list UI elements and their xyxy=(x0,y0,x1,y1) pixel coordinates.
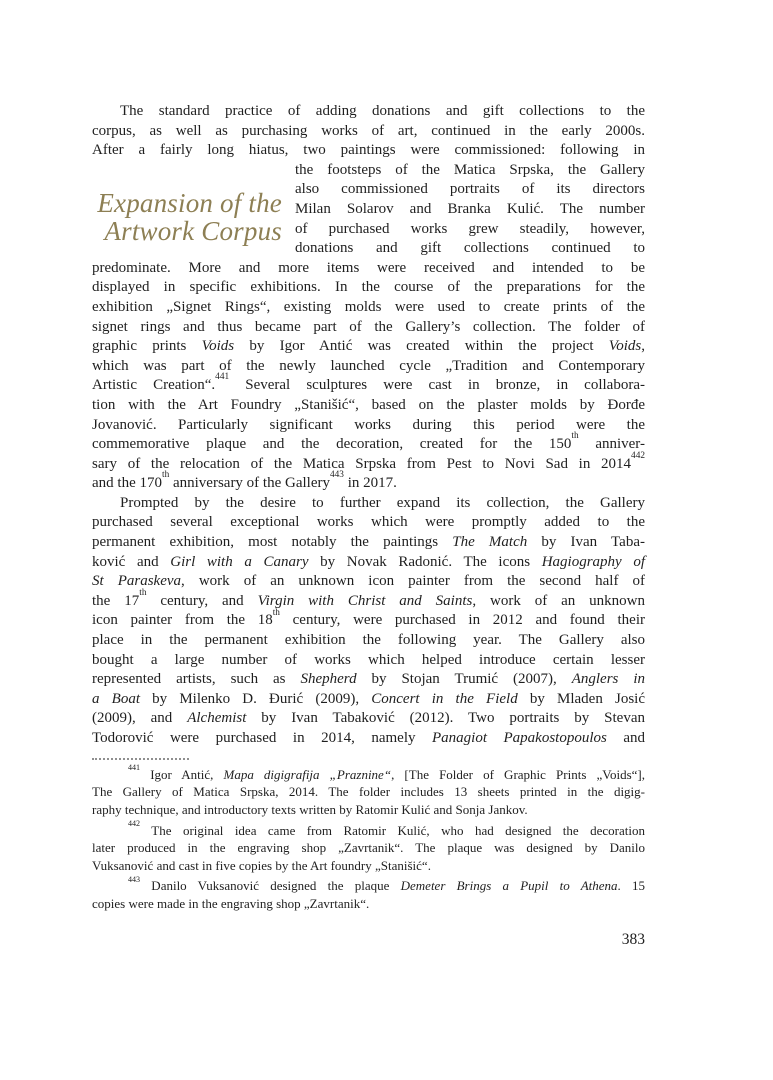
body-line: also commissioned portraits of its directors xyxy=(295,181,645,198)
body-line: Milan Solarov and Branka Kulić. The number xyxy=(295,200,645,217)
body-line: predominate. More and more items were received and intended to be xyxy=(92,259,645,276)
body-line: After a fairly long hiatus, two paintings were commissioned: following in xyxy=(92,142,645,159)
body-line: Prompted by the desire to further expand its collection, the Gallery xyxy=(120,494,645,511)
body-line: the 17th century, and Virgin with Christ and Saints, work of an unknown xyxy=(92,587,646,609)
body-line: a Boat by Milenko D. Đurić (2009), Concert in the Field by Mladen Josić xyxy=(92,690,645,707)
footnote-line: later produced in the engraving shop „Zavrtanik“. The plaque was designed by Danilo xyxy=(92,840,645,856)
body-line: (2009), and Alchemist by Ivan Tabaković (2012). Two portraits by Stevan xyxy=(92,710,645,727)
body-line: purchased several exceptional works which were promptly added to the xyxy=(92,514,645,531)
superscript-marker: 441 xyxy=(215,372,230,383)
italic-title: Mapa digigrafija „Praznine“ xyxy=(223,767,392,782)
italic-title: Girl with a Canary xyxy=(170,553,309,570)
italic-title: Virgin with Christ and Saints xyxy=(257,592,473,609)
footnote-line: $^{442}$ The original idea came from Ratomir Kulić, who had designed the decoration xyxy=(128,819,645,838)
footnote-separator-rule xyxy=(92,758,189,760)
body-line: corpus, as well as purchasing works of art, continued in the early 2000s. xyxy=(92,122,645,139)
superscript-marker: 443 xyxy=(330,470,344,481)
superscript-marker: 442 xyxy=(631,450,645,461)
superscript-marker: th xyxy=(139,587,147,598)
footnote-line: $^{441}$ Igor Antić, Mapa digigrafija „Praznine“, [The Folder of Graphic Prints „Voids“], xyxy=(128,763,645,782)
italic-title: Anglers in xyxy=(571,671,645,688)
superscript-marker: 442 xyxy=(128,819,141,829)
body-line: ković and Girl with a Canary by Novak Radonić. The icons Hagiography of xyxy=(92,553,645,570)
italic-title: Panagiot Papakostopoulos xyxy=(432,730,607,746)
footnote-line: raphy technique, and introductory texts written by Ratomir Kulić and Sonja Jankov. xyxy=(92,801,528,817)
italic-title: Concert in the Field xyxy=(371,690,518,707)
body-line: donations and gift collections continued to xyxy=(295,240,645,257)
body-line: the footsteps of the Matica Srpska, the Gallery xyxy=(295,161,645,178)
body-line: bought a large number of works which helped introduce certain lesser xyxy=(92,651,645,668)
footnote-443 xyxy=(92,874,646,912)
italic-title: Hagiography of xyxy=(541,553,645,570)
italic-title: Voids xyxy=(608,338,642,355)
footnotes xyxy=(92,763,646,916)
body-line: displayed in specific exhibitions. In the course of the preparations for the xyxy=(92,279,645,296)
footnote-441 xyxy=(92,763,645,818)
superscript-marker: th xyxy=(571,431,579,442)
footnote-line: copies were made in the engraving shop „Zavrtanik“. xyxy=(92,895,370,911)
footnote-442 xyxy=(92,819,645,874)
body-line: permanent exhibition, most notably the paintings The Match by Ivan Taba- xyxy=(92,534,645,551)
italic-title: a Boat xyxy=(92,690,140,707)
footnote-line: Vuksanović and cast in five copies by the Art foundry „Stanišić“. xyxy=(92,857,431,873)
body-line: Jovanović. Particularly significant works during this period were the xyxy=(92,416,645,433)
body-text xyxy=(92,102,645,749)
body-line: St Paraskeva, work of an unknown icon painter from the second half of xyxy=(92,573,645,590)
italic-title: Shepherd xyxy=(300,671,357,688)
superscript-marker: 443 xyxy=(128,874,141,884)
body-line: of purchased works grew steadily, however, xyxy=(295,220,645,237)
body-line: tion with the Art Foundry „Stanišić“, based on the plaster molds by Đorđe xyxy=(92,396,645,413)
superscript-marker: th xyxy=(272,607,280,618)
italic-title: The Match xyxy=(452,534,528,551)
paragraph xyxy=(92,494,645,749)
body-line: icon painter from the 18th century, were purchased in 2012 and found their xyxy=(92,607,645,629)
body-line: place in the permanent exhibition the following year. The Gallery also xyxy=(92,632,645,649)
body-line: and the 170th anniversary of the Gallery$^{443}$ in 2017. xyxy=(92,470,397,492)
margin-heading-line1: Expansion of the xyxy=(97,188,282,218)
body-line: Artistic Creation“.$^{441}$ Several sculptures were cast in bronze, in collabora- xyxy=(92,372,645,394)
paragraph xyxy=(92,102,645,494)
body-line: which was part of the newly launched cycle „Tradition and Contemporary xyxy=(92,357,645,374)
italic-title: St Paraskeva xyxy=(92,573,182,590)
italic-title: Demeter Brings a Pupil to Athena xyxy=(400,878,618,894)
footnote-line: $^{443}$ Danilo Vuksanović designed the plaque Demeter Brings a Pupil to Athena. 15 xyxy=(128,874,646,894)
body-line: exhibition „Signet Rings“, existing molds were used to create prints of the xyxy=(92,298,645,315)
body-line: The standard practice of adding donations and gift collections to the xyxy=(120,103,645,119)
body-line: graphic prints Voids by Igor Antić was created within the project Voids, xyxy=(92,338,645,355)
body-line: Todorović were purchased in 2014, namely Panagiot Papakostopoulos and xyxy=(92,730,646,746)
superscript-marker: th xyxy=(161,470,170,481)
margin-heading-line2: Artwork Corpus xyxy=(104,216,282,246)
body-line: represented artists, such as Shepherd by Stojan Trumić (2007), Anglers in xyxy=(92,671,645,688)
page-number: 383 xyxy=(621,931,645,948)
italic-title: Alchemist xyxy=(187,710,247,727)
italic-title: Voids xyxy=(201,338,235,355)
body-line: signet rings and thus became part of the Gallery’s collection. The folder of xyxy=(92,318,645,335)
footnote-line: The Gallery of Matica Srpska, 2014. The folder includes 13 sheets printed in the digig- xyxy=(92,784,645,800)
superscript-marker: 441 xyxy=(128,763,141,773)
body-line: commemorative plaque and the decoration, created for the 150th anniver- xyxy=(92,431,645,453)
body-line: sary of the relocation of the Matica Srpska from Pest to Novi Sad in 2014$^{442}$ xyxy=(92,450,645,472)
